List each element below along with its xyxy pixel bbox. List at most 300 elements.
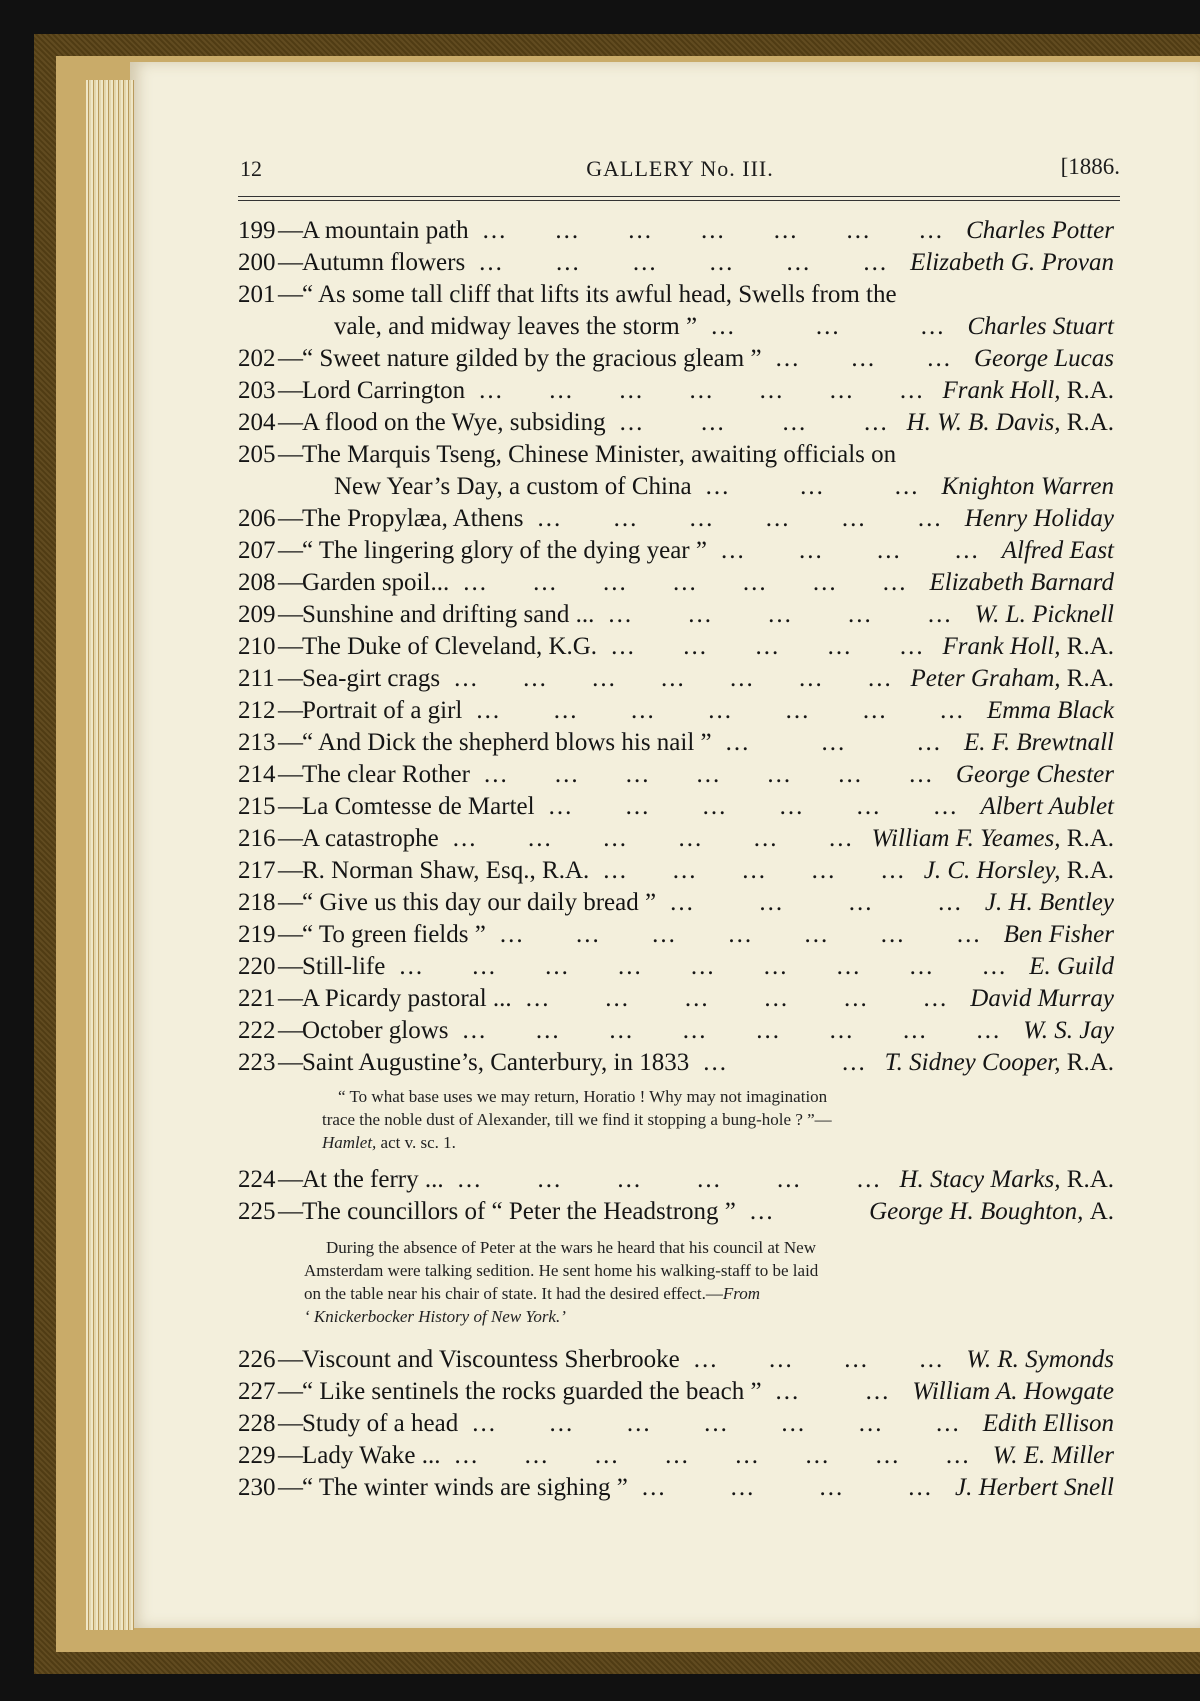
catalogue-entry [238,1196,1128,1228]
entry-title: “ To green fields ” [302,921,486,948]
leader-dot-group: ... [863,249,889,276]
leader-dot-group: ... [742,857,767,884]
catalogue-entry [238,1376,1128,1408]
entry-dash: — [278,825,303,852]
leader-dots [472,1408,961,1440]
leader-dot-group: ... [670,889,695,916]
entry-artist [930,567,1115,599]
entry-title: The Propylæa, Athens [302,505,524,532]
leader-dots [484,759,934,791]
leader-dot-group: ... [919,217,944,244]
leader-dot-group: ... [882,569,908,596]
quote-source-title: Hamlet, [322,1133,377,1152]
entry-number: 226 [238,1346,276,1373]
leader-dots [642,1472,933,1504]
leader-dot-group: ... [472,953,497,980]
entry-dash: — [278,601,303,628]
quote-line: “ To what base uses we may return, Horatio ! Why may not imagination [338,1087,828,1106]
leader-dot-group: ... [479,377,504,404]
leader-dot-group: ... [454,1442,480,1469]
artist-name: H. W. B. Davis, [906,409,1061,436]
catalogue-entry [238,503,1128,535]
artist-name: E. Guild [1029,953,1114,980]
entry-number: 203 [238,377,276,404]
entry-artist [983,1408,1114,1440]
artist-rank: R.A. [1066,1049,1114,1076]
catalogue-entry [238,695,1128,727]
artist-name: Ben Fisher [1003,921,1114,948]
leader-dot-group: ... [613,505,639,532]
entry-dash: — [278,345,303,372]
leader-dot-group: ... [827,633,853,660]
leader-dot-group: ... [777,1166,802,1193]
catalogue-entry [238,1344,1128,1376]
artist-spacer [1083,1198,1089,1225]
leader-dot-group: ... [919,1346,945,1373]
leader-dot-group: ... [763,953,789,980]
leader-dot-group: ... [545,953,570,980]
entry-title: A Picardy pastoral ... [302,985,512,1012]
catalogue-entry [238,1047,1128,1079]
leader-dot-group: ... [829,825,854,852]
leader-dot-group: ... [908,1474,933,1501]
catalogue-entry [238,791,1128,823]
leader-dot-group: ... [701,409,726,436]
leader-dot-group: ... [903,1017,928,1044]
catalogue-entry [238,599,1128,631]
entry-artist [924,855,1114,887]
entry-artist [985,887,1114,919]
quote-source [304,1305,1128,1328]
entry-title: Garden spoil... [302,569,450,596]
leader-dot-group: ... [603,857,629,884]
artist-spacer [1061,633,1067,660]
leader-dots [479,375,924,407]
entry-title: “ Give us this day our daily bread ” [302,889,657,916]
leader-dot-group: ... [499,921,525,948]
artist-spacer [1061,825,1067,852]
leader-dot-group: ... [709,249,735,276]
leader-dot-group: ... [798,665,824,692]
catalogue-entry [238,823,1128,855]
catalogue-entry [238,983,1128,1015]
catalogue-entry [238,663,1128,695]
leader-dot-group: ... [775,345,801,372]
entry-artist [885,1047,1114,1079]
leader-dot-group: ... [767,761,793,788]
artist-name: J. C. Horsley, [923,857,1061,884]
leader-dot-group: ... [764,985,790,1012]
entry-title: The councillors of “ Peter the Headstrong ” [302,1198,736,1225]
leader-dot-group: ... [678,825,704,852]
year-marker: [1886. [1060,154,1120,179]
leader-dot-group: ... [927,345,952,372]
leader-dot-group: ... [609,1017,635,1044]
entry-number: 219 [238,921,276,948]
entry-quote-223 [238,1085,1128,1154]
leader-dot-group: ... [815,313,841,340]
entry-number: 213 [238,729,276,756]
leader-dot-group: ... [576,921,601,948]
leader-dot-group: ... [665,1442,690,1469]
running-header [240,150,1120,190]
artist-rank: R.A. [1066,377,1114,404]
quote-line: trace the noble dust of Alexander, till we find it stopping a bung-hole ? ”— [322,1110,832,1129]
artist-spacer [1061,1166,1067,1193]
leader-dots [454,1440,970,1472]
leader-dot-group: ... [812,569,838,596]
entry-dash: — [278,889,303,916]
leader-dot-group: ... [700,217,726,244]
leader-dot-group: ... [851,345,877,372]
catalogue-entry [238,247,1128,279]
leader-dot-group: ... [549,1410,575,1437]
leader-dot-group: ... [702,793,728,820]
leader-dot-group: ... [523,665,548,692]
catalogue-entry [238,1440,1128,1472]
leader-dot-group: ... [880,921,906,948]
leader-dot-group: ... [867,665,893,692]
leader-dot-group: ... [765,505,791,532]
leader-dots [620,407,889,439]
leader-dot-group: ... [548,793,574,820]
leader-dots [463,1015,1002,1047]
entry-artist [966,1344,1114,1376]
leader-dot-group: ... [858,1410,884,1437]
leader-dot-group: ... [876,537,902,564]
leader-dot-group: ... [927,601,953,628]
entry-artist [942,471,1114,503]
leader-dot-group: ... [844,1346,870,1373]
leader-dots [711,311,945,343]
artist-rank: A. [1089,1198,1114,1225]
artist-name: W. E. Miller [992,1442,1114,1469]
entry-number: 221 [238,985,276,1012]
leader-dots [694,1344,945,1376]
leader-dot-group: ... [909,761,934,788]
leader-dot-group: ... [841,505,867,532]
entry-title: Lord Carrington [302,377,466,404]
artist-name: Charles Potter [966,217,1114,244]
leader-dot-group: ... [592,665,617,692]
leader-dot-group: ... [775,1378,801,1405]
leader-dot-group: ... [756,1017,781,1044]
entry-number: 223 [238,1049,276,1076]
leader-dot-group: ... [625,761,651,788]
leader-dots [726,727,942,759]
leader-dots [670,887,963,919]
entry-dash: — [278,1410,303,1437]
leader-dot-group: ... [630,697,656,724]
entry-title: “ The winter winds are sighing ” [302,1474,628,1501]
leader-dot-group: ... [688,601,713,628]
entry-number: 204 [238,409,276,436]
entry-artist [1023,1015,1114,1047]
leader-dot-group: ... [603,569,628,596]
leader-dot-group: ... [894,473,920,500]
leader-dot-group: ... [779,793,805,820]
quote-source-title: ‘ Knickerbocker History of New York.’ [304,1307,566,1326]
artist-name: William A. Howgate [912,1378,1114,1405]
entry-dash: — [278,729,303,756]
artist-rank: R.A. [1066,409,1114,436]
catalogue-entry [238,887,1128,919]
leader-dot-group: ... [759,377,785,404]
artist-spacer [1061,857,1067,884]
leader-dot-group: ... [749,1198,775,1225]
leader-dot-group: ... [554,761,580,788]
leader-dots [463,567,907,599]
catalogue-list [238,215,1128,1504]
leader-dots [750,1196,850,1228]
leader-dot-group: ... [690,953,716,980]
leader-dots [476,695,965,727]
leader-dot-group: ... [611,633,636,660]
leader-dot-group: ... [399,953,425,980]
leader-dot-group: ... [856,1166,882,1193]
entry-title: At the ferry ... [302,1166,444,1193]
leader-dot-group: ... [617,1166,643,1193]
leader-dots [703,1047,867,1079]
entry-artist [911,663,1114,695]
quote-source [322,1131,1128,1154]
artist-rank: R.A. [1066,825,1114,852]
leader-dot-group: ... [923,985,949,1012]
quote-line [304,1282,1128,1305]
leader-dot-group: ... [605,985,630,1012]
leader-dot-group: ... [811,857,837,884]
entry-dash: — [278,1442,303,1469]
entry-number: 220 [238,953,276,980]
leader-dot-group: ... [457,1166,483,1193]
catalogue-entry [238,1472,1128,1504]
entry-number: 209 [238,601,276,628]
leader-dot-group: ... [848,889,874,916]
catalogue-entry [238,375,1128,407]
entry-title: A flood on the Wye, subsiding [302,409,606,436]
leader-dot-group: ... [755,633,781,660]
leader-dot-group: ... [976,1017,1002,1044]
leader-dot-group: ... [829,377,855,404]
artist-spacer [1061,377,1067,404]
entry-dash: — [278,1198,303,1225]
artist-name: H. Stacy Marks, [899,1166,1061,1193]
entry-artist [964,727,1114,759]
leader-dot-group: ... [672,569,698,596]
leader-dot-group: ... [936,1410,961,1437]
leader-dot-group: ... [705,473,731,500]
leader-dots [549,791,959,823]
entry-dash: — [278,409,303,436]
artist-name: Albert Aublet [980,793,1114,820]
leader-dot-group: ... [856,793,882,820]
leader-dot-group: ... [483,761,509,788]
leader-dot-group: ... [805,1442,831,1469]
leader-dot-group: ... [619,377,645,404]
entry-number: 210 [238,633,276,660]
artist-name: Edith Ellison [982,1410,1114,1437]
page-edges [86,80,134,1630]
leader-dots [608,599,952,631]
entry-artist [974,343,1114,375]
page-title: GALLERY No. III. [586,156,774,181]
entry-number: 222 [238,1017,276,1044]
leader-dot-group: ... [846,217,872,244]
leader-dot-group: ... [628,217,653,244]
catalogue-entry [238,535,1128,567]
entry-dash: — [278,761,303,788]
entry-title: Sea-girt crags [302,665,441,692]
artist-name: Charles Stuart [967,313,1114,340]
catalogue-entry [238,407,1128,439]
catalogue-entry [238,951,1128,983]
leader-dots [454,663,893,695]
entry-dash: — [278,633,303,660]
artist-name: Frank Holl, [942,377,1061,404]
artist-name: E. F. Brewtnall [964,729,1114,756]
entry-number: 212 [238,697,276,724]
leader-dot-group: ... [618,953,643,980]
entry-number: 229 [238,1442,276,1469]
entry-title: R. Norman Shaw, Esq., R.A. [302,857,590,884]
artist-rank: R.A. [1066,665,1114,692]
catalogue-entry [238,727,1128,759]
entry-dash: — [278,217,303,244]
entry-artist [910,247,1114,279]
entry-number: 208 [238,569,276,596]
leader-dot-group: ... [704,1410,729,1437]
artist-rank: R.A. [1066,633,1114,660]
leader-dot-group: ... [909,953,935,980]
entry-title: October glows [302,1017,449,1044]
leader-dots [603,855,906,887]
quote-line: Amsterdam were talking sedition. He sent home his walking-staff to be laid [304,1261,819,1280]
catalogue-entry [238,759,1128,791]
leader-dot-group: ... [626,1410,652,1437]
artist-name: W. S. Jay [1023,1017,1114,1044]
leader-dot-group: ... [843,985,869,1012]
leader-dots [526,983,949,1015]
leader-dot-group: ... [689,505,715,532]
entry-title: “ As some tall cliff that lifts its awful head, Swells from the [302,281,897,308]
artist-name: Elizabeth Barnard [929,569,1114,596]
entry-dash: — [278,249,303,276]
artist-name: Knighton Warren [941,473,1114,500]
leader-dots [399,951,1007,983]
leader-dots [453,823,854,855]
leader-dot-group: ... [800,473,825,500]
leader-dot-group: ... [759,889,785,916]
leader-dot-group: ... [728,921,754,948]
entry-dash: — [278,441,303,468]
leader-dot-group: ... [786,249,812,276]
leader-dot-group: ... [920,313,946,340]
leader-dot-group: ... [956,921,982,948]
leader-dot-group: ... [533,569,558,596]
leader-dots [776,1376,891,1408]
entry-artist [912,1376,1114,1408]
artist-spacer [1061,409,1067,436]
leader-dots [721,535,980,567]
entry-artist [965,503,1114,535]
entry-dash: — [278,1378,303,1405]
leader-dot-group: ... [452,825,478,852]
leader-dot-group: ... [693,1346,719,1373]
leader-dot-group: ... [899,633,925,660]
artist-name: Emma Black [986,697,1114,724]
artist-rank: R.A. [1066,1166,1114,1193]
leader-dot-group: ... [940,697,965,724]
leader-dot-group: ... [773,217,799,244]
artist-name: George H. Boughton, [869,1198,1084,1225]
leader-dot-group: ... [556,249,581,276]
entry-number: 224 [238,1166,276,1193]
artist-name: Alfred East [1001,537,1114,564]
leader-dots [483,215,944,247]
leader-dot-group: ... [875,1442,901,1469]
leader-dot-group: ... [829,1017,855,1044]
entry-artist [1029,951,1114,983]
leader-dot-group: ... [525,985,551,1012]
entry-dash: — [278,1166,303,1193]
leader-dot-group: ... [730,1474,756,1501]
entry-dash: — [278,1346,303,1373]
entry-dash: — [278,505,303,532]
leader-dot-group: ... [472,1410,497,1437]
entry-number: 205 [238,441,276,468]
leader-dot-group: ... [865,1378,891,1405]
entry-title: The clear Rother [302,761,470,788]
leader-dot-group: ... [708,697,734,724]
entry-number: 206 [238,505,276,532]
leader-dot-group: ... [768,601,793,628]
entry-dash: — [278,665,303,692]
catalogue-entry-continuation [238,311,1128,343]
leader-dot-group: ... [619,409,645,436]
entry-dash: — [278,793,303,820]
entry-title: vale, and midway leaves the storm ” [334,313,698,340]
entry-dash: — [278,377,303,404]
leader-dot-group: ... [632,249,658,276]
artist-name: William F. Yeames, [871,825,1061,852]
entry-title: La Comtesse de Martel [302,793,535,820]
leader-dot-group: ... [848,601,873,628]
header-rule-bottom [238,200,1120,201]
entry-title: “ The lingering glory of the dying year ” [302,537,707,564]
leader-dot-group: ... [652,921,677,948]
entry-number: 218 [238,889,276,916]
entry-number: 216 [238,825,276,852]
entry-number: 230 [238,1474,276,1501]
entry-number: 207 [238,537,276,564]
catalogue-entry [238,567,1128,599]
leader-dot-group: ... [476,697,502,724]
entry-artist [956,759,1114,791]
leader-dots [479,247,888,279]
entry-title: New Year’s Day, a custom of China [334,473,692,500]
entry-number: 214 [238,761,276,788]
artist-name: George Chester [955,761,1114,788]
leader-dots [611,631,925,663]
entry-dash: — [278,569,303,596]
page-number: 12 [240,156,262,181]
entry-title: Sunshine and drifting sand ... [302,601,595,628]
artist-name: Peter Graham, [910,665,1061,692]
leader-dots [706,471,920,503]
leader-dot-group: ... [881,857,906,884]
entry-number: 200 [238,249,276,276]
entry-artist [907,407,1114,439]
